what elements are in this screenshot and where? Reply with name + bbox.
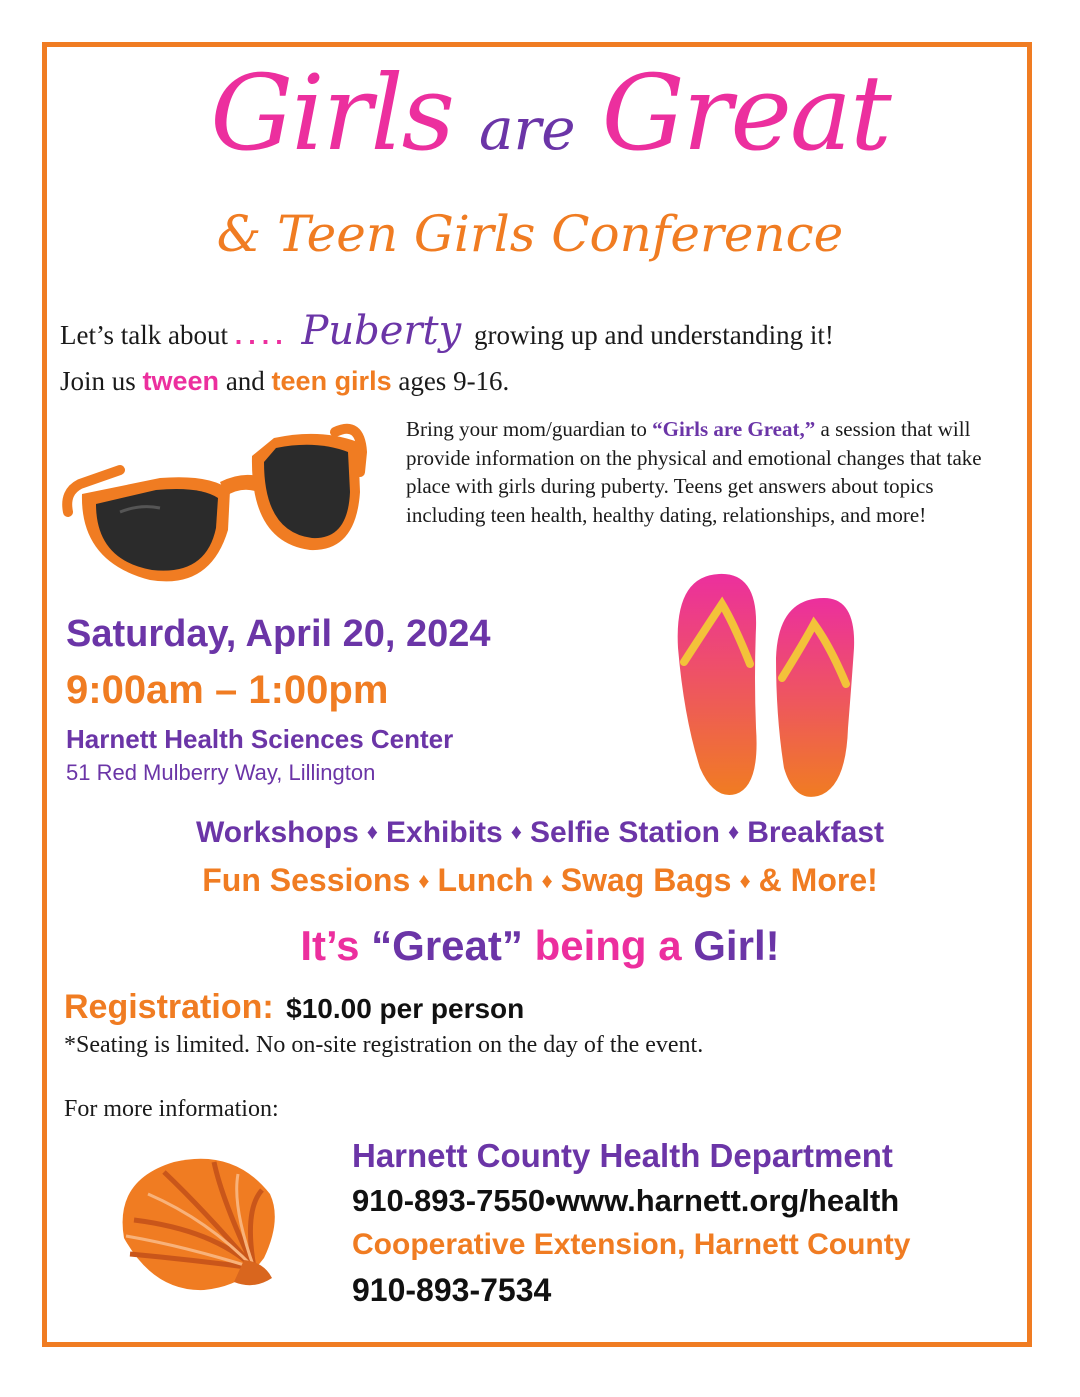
sunglasses-icon bbox=[60, 412, 370, 584]
join-lead: Join us bbox=[60, 366, 136, 396]
description bbox=[406, 415, 1006, 529]
description-body: a session that will provide information on the physical and emotional changes that take place with girls during puberty. Teens get answers about topics including teen health, healthy dating, relationships, and more! bbox=[406, 417, 982, 527]
title-word-are: are bbox=[478, 95, 576, 163]
tagline-part: It’s bbox=[300, 922, 360, 969]
health-department-contact: 910-893-7550•www.harnett.org/health bbox=[352, 1183, 900, 1218]
tagline-part: “Great” bbox=[371, 922, 523, 969]
puberty-highlight: Puberty bbox=[301, 308, 462, 354]
more-info-heading: For more information: bbox=[64, 1096, 279, 1122]
cooperative-extension-name: Cooperative Extension, Harnett County bbox=[352, 1228, 911, 1261]
feature-item: Exhibits bbox=[386, 816, 503, 849]
diamond-separator-icon: ♦ bbox=[510, 819, 522, 844]
tagline bbox=[0, 922, 1080, 970]
join-line bbox=[60, 366, 509, 397]
registration bbox=[64, 988, 524, 1027]
description-quote: “Girls are Great,” bbox=[652, 417, 816, 441]
description-lead: Bring your mom/guardian to bbox=[406, 417, 647, 441]
title-word-great: Great bbox=[601, 52, 890, 174]
diamond-separator-icon: ♦ bbox=[418, 868, 430, 893]
feature-item: Fun Sessions bbox=[202, 862, 411, 898]
feature-item: Breakfast bbox=[747, 816, 884, 849]
registration-price: $10.00 per person bbox=[286, 993, 525, 1024]
intro-tail: growing up and understanding it! bbox=[473, 320, 834, 350]
diamond-separator-icon: ♦ bbox=[541, 868, 553, 893]
event-venue: Harnett Health Sciences Center bbox=[66, 724, 454, 754]
intro-lead: Let’s talk about bbox=[60, 320, 228, 350]
ages-text: ages 9-16. bbox=[398, 366, 510, 396]
feature-item: Swag Bags bbox=[560, 862, 732, 898]
cooperative-extension-phone: 910-893-7534 bbox=[352, 1272, 552, 1308]
feature-item: Lunch bbox=[437, 862, 534, 898]
flip-flops-icon bbox=[664, 568, 874, 804]
tween-label: tween bbox=[142, 366, 220, 396]
intro-line bbox=[60, 308, 834, 354]
intro-dots: .... bbox=[234, 320, 289, 350]
registration-label: Registration: bbox=[64, 988, 274, 1026]
join-and: and bbox=[225, 366, 265, 396]
tagline-part: being a bbox=[534, 922, 682, 969]
title-word-girls: Girls bbox=[210, 52, 453, 174]
feature-item: Selfie Station bbox=[529, 816, 721, 849]
diamond-separator-icon: ♦ bbox=[366, 819, 379, 844]
event-date: Saturday, April 20, 2024 bbox=[66, 613, 491, 655]
seashell-icon bbox=[104, 1150, 284, 1300]
diamond-separator-icon: ♦ bbox=[728, 819, 740, 844]
diamond-separator-icon: ♦ bbox=[739, 868, 751, 893]
tagline-part: Girl! bbox=[693, 922, 780, 969]
teen-girls-label: teen girls bbox=[271, 366, 392, 396]
event-time: 9:00am – 1:00pm bbox=[66, 668, 389, 712]
event-address: 51 Red Mulberry Way, Lillington bbox=[66, 760, 376, 785]
subtitle: & Teen Girls Conference bbox=[216, 205, 844, 263]
features-row-2 bbox=[0, 862, 1080, 899]
registration-note: *Seating is limited. No on-site registration on the day of the event. bbox=[64, 1032, 704, 1058]
health-department-name: Harnett County Health Department bbox=[352, 1137, 893, 1174]
features-row-1 bbox=[0, 816, 1080, 850]
feature-item: Workshops bbox=[195, 816, 359, 849]
feature-item: & More! bbox=[758, 862, 878, 898]
title bbox=[170, 52, 930, 174]
